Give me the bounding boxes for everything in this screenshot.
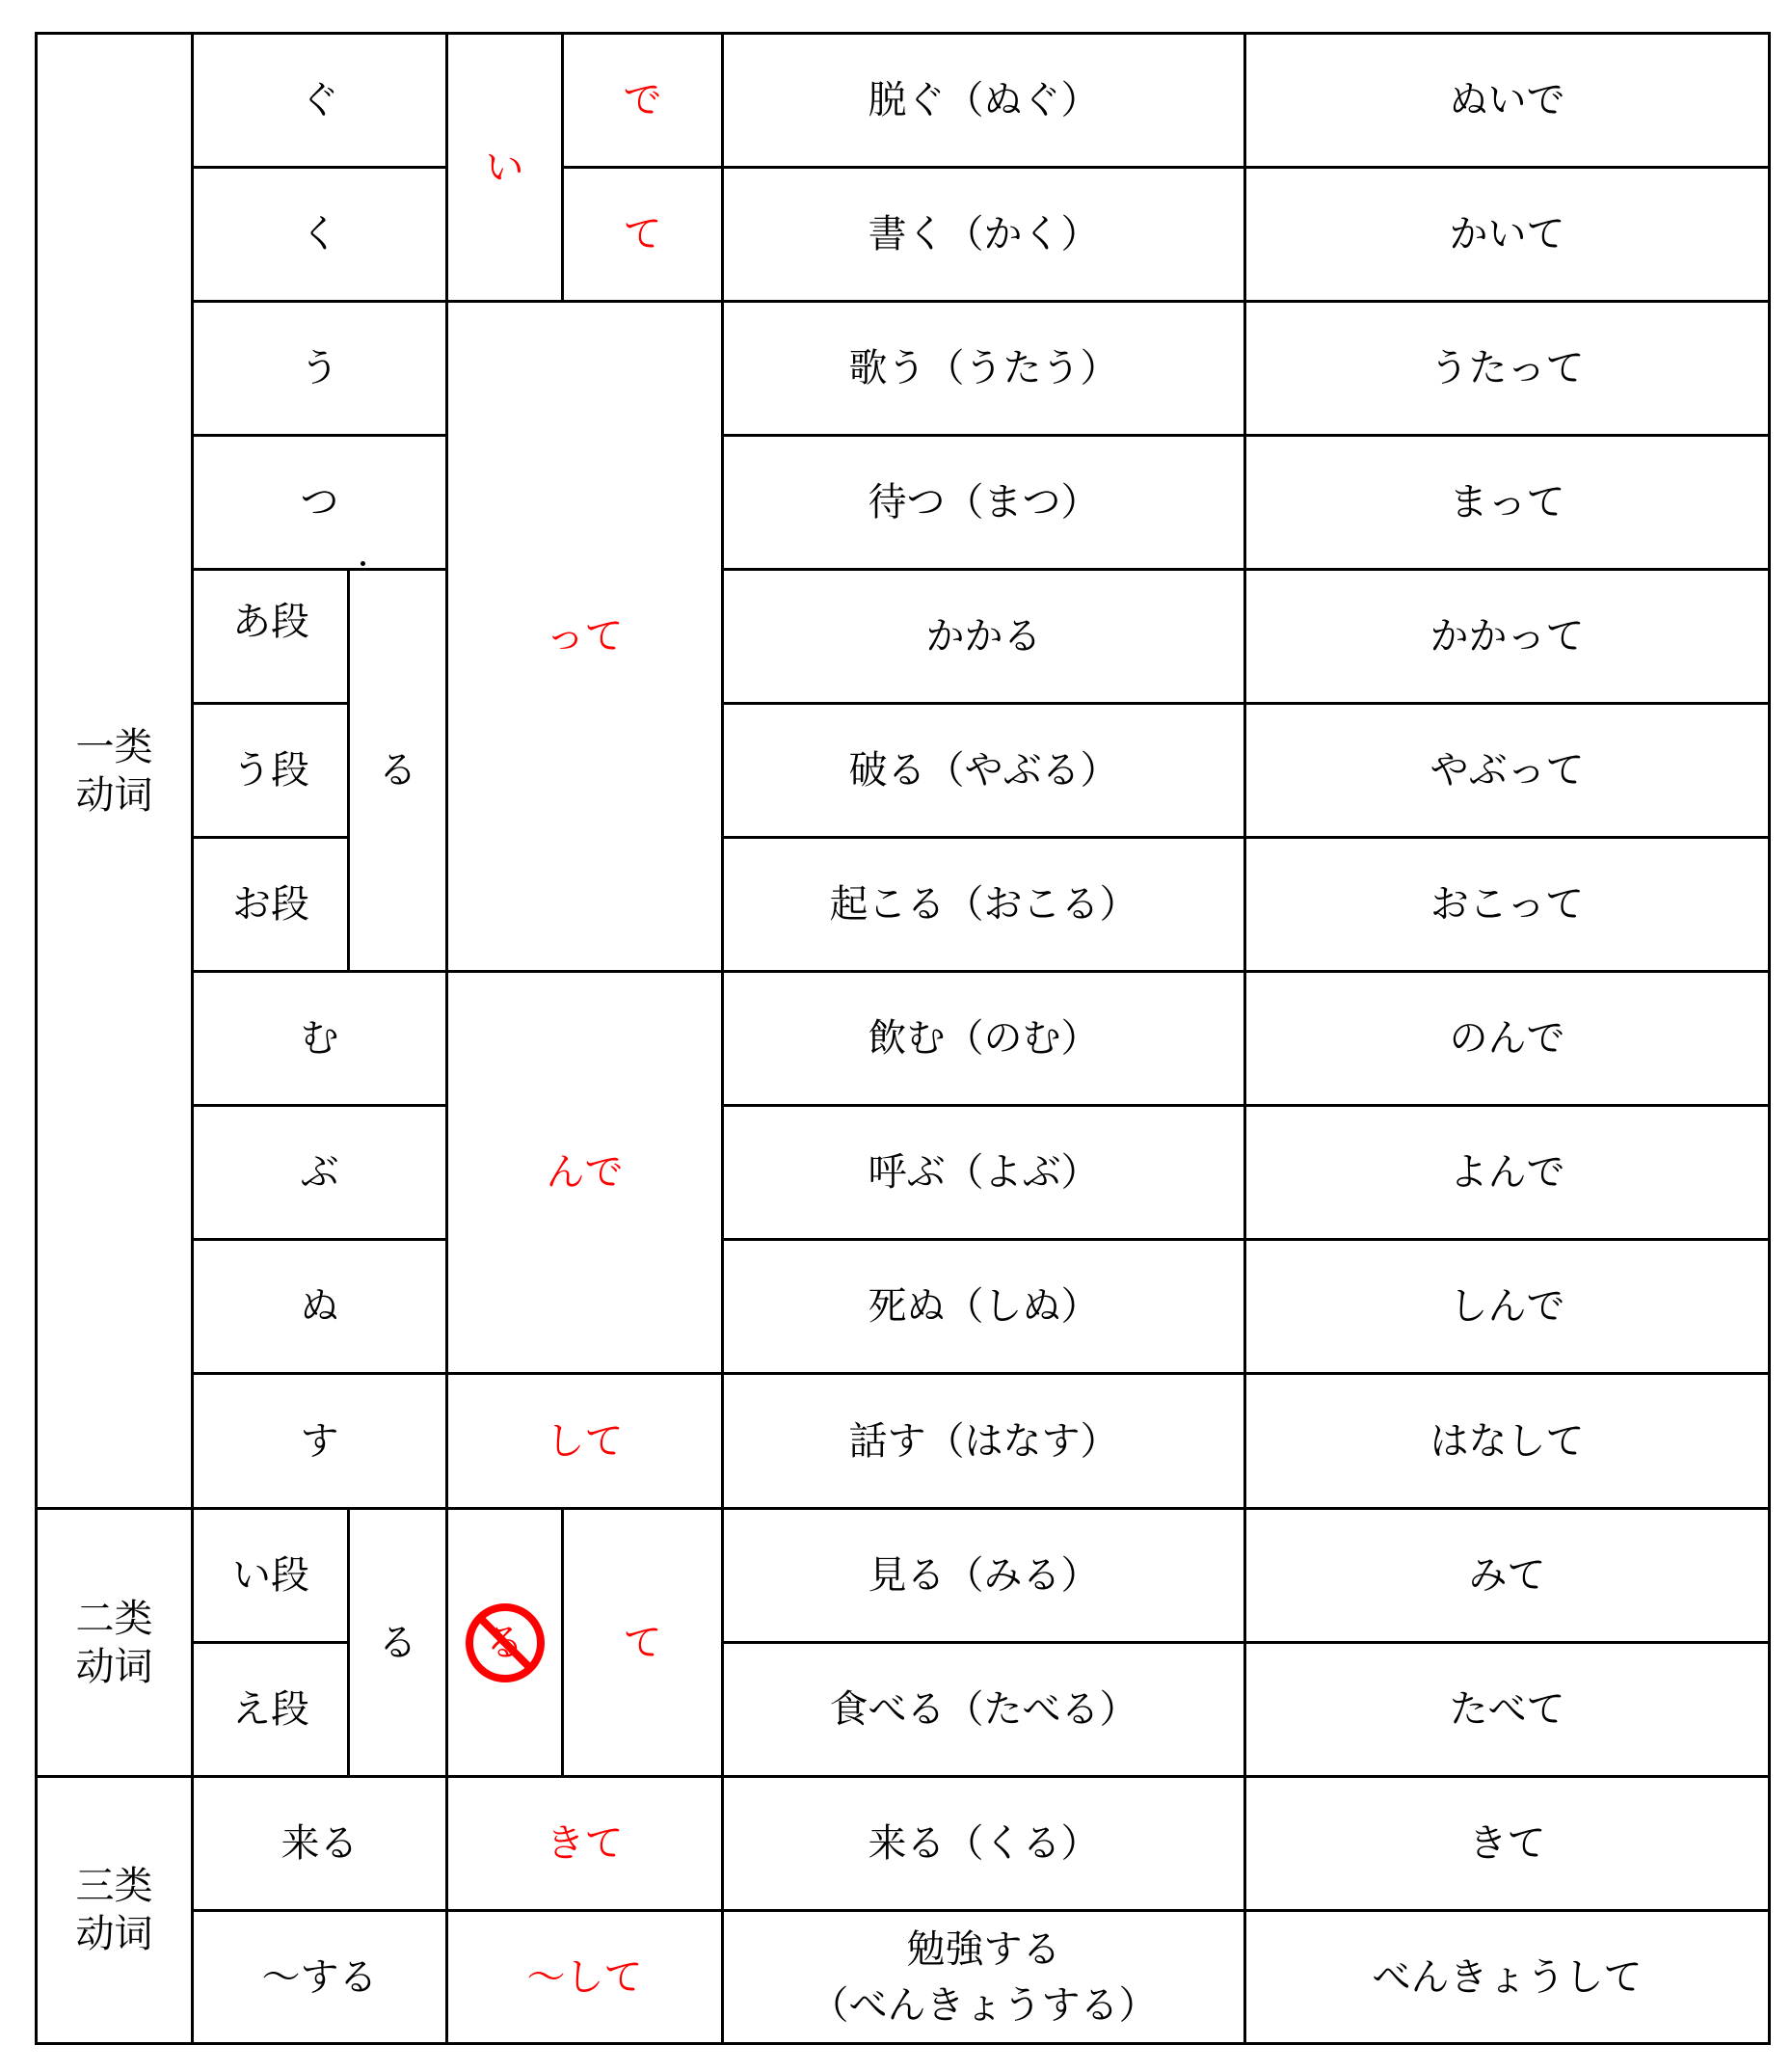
- change-kite: きて: [445, 1775, 724, 1912]
- example-word: 見る（みる）: [721, 1507, 1246, 1644]
- ending-kuru: 来る: [191, 1775, 448, 1912]
- crossed-ru-text: る: [485, 1620, 524, 1665]
- ink-dot: [361, 561, 365, 566]
- example-word: 飲む（のむ）: [721, 970, 1246, 1107]
- change-shite: して: [445, 1372, 724, 1510]
- ending-ru: る: [347, 568, 448, 973]
- ending-u-dan: う段: [191, 702, 350, 839]
- group-cell-1: 一类 动词: [35, 32, 194, 1510]
- example-te-form: よんで: [1243, 1104, 1771, 1241]
- ending-ru-2: る: [347, 1507, 448, 1778]
- example-word: 書く（かく）: [721, 166, 1246, 303]
- example-te-form: うたって: [1243, 300, 1771, 437]
- change-i: い: [445, 32, 564, 303]
- example-word: 勉強する （べんきょうする）: [721, 1909, 1246, 2045]
- group-cell-3: 三类 动词: [35, 1775, 194, 2045]
- change-suru-shite: ～して: [445, 1909, 724, 2045]
- ending-a-dan: あ段: [191, 568, 350, 705]
- example-te-form: べんきょうして: [1243, 1909, 1771, 2045]
- change-nde: んで: [445, 970, 724, 1375]
- change-de: で: [561, 32, 724, 169]
- ending-bu: ぶ: [191, 1104, 448, 1241]
- example-word: 起こる（おこる）: [721, 836, 1246, 973]
- example-word: 呼ぶ（よぶ）: [721, 1104, 1246, 1241]
- example-word: 歌う（うたう）: [721, 300, 1246, 437]
- ending-suru: ～する: [191, 1909, 448, 2045]
- example-te-form: みて: [1243, 1507, 1771, 1644]
- example-word: 話す（はなす）: [721, 1372, 1246, 1510]
- ending-e-dan: え段: [191, 1641, 350, 1778]
- ending-gu: ぐ: [191, 32, 448, 169]
- example-te-form: まって: [1243, 434, 1771, 571]
- example-te-form: かいて: [1243, 166, 1771, 303]
- example-word: 食べる（たべる）: [721, 1641, 1246, 1778]
- example-word: 待つ（まつ）: [721, 434, 1246, 571]
- example-word: 破る（やぶる）: [721, 702, 1246, 839]
- ending-nu: ぬ: [191, 1238, 448, 1375]
- change-te: て: [561, 166, 724, 303]
- example-te-form: おこって: [1243, 836, 1771, 973]
- ending-o-dan: お段: [191, 836, 350, 973]
- example-te-form: かかって: [1243, 568, 1771, 705]
- change-drop-ru: [445, 1507, 564, 1778]
- change-tte: って: [445, 300, 724, 973]
- example-te-form: きて: [1243, 1775, 1771, 1912]
- example-te-form: ぬいで: [1243, 32, 1771, 169]
- ending-u: う: [191, 300, 448, 437]
- no-symbol-icon: [465, 1602, 546, 1683]
- example-te-form: のんで: [1243, 970, 1771, 1107]
- ending-su: す: [191, 1372, 448, 1510]
- ending-ku: く: [191, 166, 448, 303]
- ending-mu: む: [191, 970, 448, 1107]
- example-word: 脱ぐ（ぬぐ）: [721, 32, 1246, 169]
- example-word: 死ぬ（しぬ）: [721, 1238, 1246, 1375]
- example-word: かかる: [721, 568, 1246, 705]
- example-te-form: やぶって: [1243, 702, 1771, 839]
- ending-i-dan: い段: [191, 1507, 350, 1644]
- te-form-table: [35, 32, 1771, 2045]
- change-te-2: て: [561, 1507, 724, 1778]
- example-word: 来る（くる）: [721, 1775, 1246, 1912]
- example-te-form: たべて: [1243, 1641, 1771, 1778]
- example-te-form: しんで: [1243, 1238, 1771, 1375]
- example-te-form: はなして: [1243, 1372, 1771, 1510]
- ending-tsu: つ: [191, 434, 448, 571]
- group-cell-2: 二类 动词: [35, 1507, 194, 1778]
